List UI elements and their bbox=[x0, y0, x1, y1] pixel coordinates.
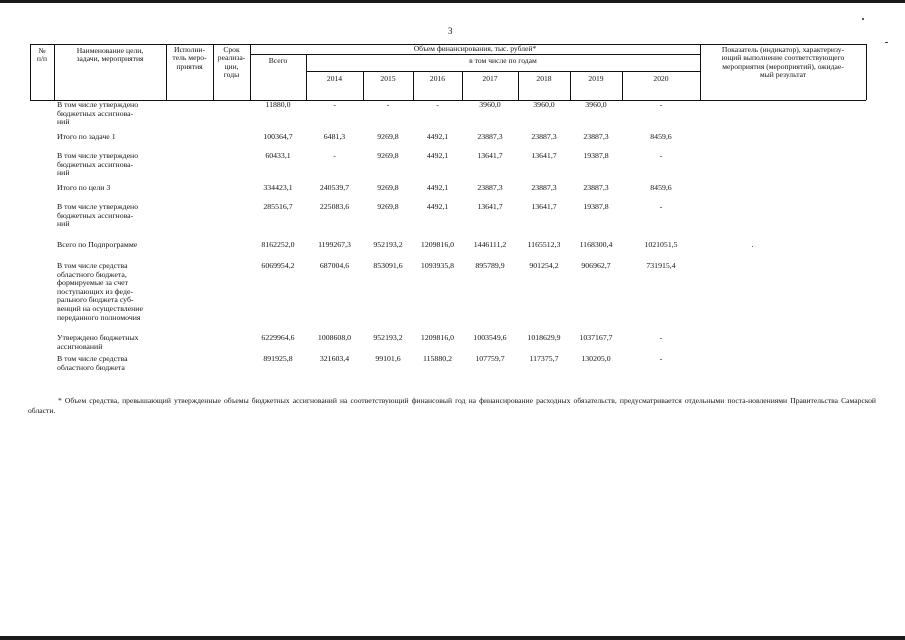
header-year-2014: 2014 bbox=[326, 74, 343, 83]
row-2019: 19387,8 bbox=[583, 202, 609, 211]
row-label: В том числе утверждено бюджетных ассигнова- ний bbox=[57, 100, 139, 127]
row-2015: 952193,2 bbox=[373, 240, 403, 249]
row-label: В том числе средства областного бюджета bbox=[57, 354, 128, 372]
row-2017: 23887,3 bbox=[477, 183, 503, 192]
scan-speck bbox=[862, 18, 864, 20]
row-2020: 1021051,5 bbox=[644, 240, 678, 249]
row-2018: 23887,3 bbox=[531, 183, 557, 192]
header-year-2017: 2017 bbox=[482, 74, 498, 83]
row-2015: 99101,6 bbox=[375, 354, 401, 363]
row-2015: 9269,8 bbox=[377, 202, 399, 211]
footnote: * Объем средства, превышающий утвержденные объемы бюджетных ассигнований на соответствующий финансовый год на финансирование расходных обязательств, предусматривается отдельными поста-новлениями Правительства Самарской области. bbox=[28, 396, 876, 415]
row-2014: - bbox=[333, 100, 336, 109]
row-total: 334423,1 bbox=[263, 183, 293, 192]
row-2017: 107759,7 bbox=[475, 354, 505, 363]
row-2020: - bbox=[659, 202, 663, 211]
row-2016: 4492,1 bbox=[426, 202, 449, 211]
row-2016: - bbox=[436, 100, 439, 109]
row-2017: 13641,7 bbox=[477, 202, 503, 211]
row-label: В том числе утверждено бюджетных ассигнова- ний bbox=[57, 202, 139, 229]
row-2015: 9269,8 bbox=[377, 151, 399, 160]
header-name: Наименование цели, задачи, мероприятия bbox=[76, 46, 144, 64]
row-2014: 240539,7 bbox=[319, 183, 350, 192]
row-2018: 1018629,9 bbox=[527, 333, 561, 342]
scan-speck bbox=[885, 42, 888, 43]
row-label: В том числе утверждено бюджетных ассигнова- ний bbox=[57, 151, 139, 178]
row-label: Утверждено бюджетных ассигнований bbox=[57, 333, 139, 351]
row-2016: 4492,1 bbox=[426, 183, 449, 192]
row-2015: 9269,8 bbox=[377, 183, 399, 192]
row-2016: 1209816,0 bbox=[420, 333, 455, 342]
row-label: Итого по цели 3 bbox=[57, 183, 111, 192]
row-2016: 4492,1 bbox=[426, 151, 449, 160]
row-2017: 23887,3 bbox=[477, 132, 503, 141]
row-2019: 3960,0 bbox=[585, 100, 607, 109]
row-total: 891925,8 bbox=[263, 354, 293, 363]
row-2018: 1165512,3 bbox=[527, 240, 561, 249]
row-2017: 895789,9 bbox=[475, 261, 505, 270]
row-2020: 8459,6 bbox=[650, 132, 672, 141]
row-2020: - bbox=[659, 151, 663, 160]
page-number: 3 bbox=[448, 26, 453, 36]
header-indicator: Показатель (индикатор), характеризу- ющий выполнение соответствующего мероприятия (мероприятий), ожидае- мый результат bbox=[721, 45, 845, 80]
row-2016: 115880,2 bbox=[423, 354, 452, 363]
row-total: 285516,7 bbox=[263, 202, 293, 211]
row-2018: 901254,2 bbox=[529, 261, 559, 270]
row-total: 11880,0 bbox=[265, 100, 291, 109]
row-2019: 19387,8 bbox=[583, 151, 609, 160]
row-label: Итого по задаче 1 bbox=[57, 132, 116, 141]
row-2015: - bbox=[386, 100, 390, 109]
row-2019: 1168300,4 bbox=[579, 240, 613, 249]
row-2020: 8459,6 bbox=[650, 183, 672, 192]
row-label: Всего по Подпрограмме bbox=[57, 240, 138, 249]
row-2015: 952193,2 bbox=[373, 333, 403, 342]
row-2017: 13641,7 bbox=[477, 151, 503, 160]
scan-speck bbox=[752, 246, 753, 247]
row-2018: 3960,0 bbox=[533, 100, 555, 109]
row-2020: 731915,4 bbox=[646, 261, 676, 270]
row-total: 6229964,6 bbox=[261, 333, 295, 342]
header-year-2016: 2016 bbox=[429, 74, 446, 83]
row-total: 8162252,0 bbox=[261, 240, 295, 249]
row-2014: 6481,3 bbox=[323, 132, 346, 141]
table-header bbox=[30, 44, 866, 100]
header-executor: Исполни- тель меро- приятия bbox=[172, 45, 207, 71]
row-2018: 13641,7 bbox=[531, 202, 557, 211]
row-2016: 1209816,0 bbox=[420, 240, 455, 249]
row-2020: - bbox=[659, 354, 663, 363]
row-2019: 906962,7 bbox=[581, 261, 611, 270]
header-total: Всего bbox=[268, 56, 288, 65]
row-total: 100364,7 bbox=[263, 132, 293, 141]
row-2014: - bbox=[333, 151, 336, 160]
row-2015: 9269,8 bbox=[377, 132, 399, 141]
row-2018: 13641,7 bbox=[531, 151, 557, 160]
row-2019: 130205,0 bbox=[581, 354, 611, 363]
row-2014: 1199267,3 bbox=[318, 240, 351, 249]
header-by-years: в том числе по годам bbox=[469, 56, 537, 65]
header-year-2019: 2019 bbox=[588, 74, 604, 83]
header-term: Срок реализа- ции, годы bbox=[217, 45, 246, 80]
row-2020: - bbox=[659, 333, 663, 342]
bottom-border bbox=[0, 636, 905, 640]
row-2018: 23887,3 bbox=[531, 132, 557, 141]
row-2020: - bbox=[659, 100, 663, 109]
header-num: № п/п bbox=[36, 46, 48, 64]
row-total: 60433,1 bbox=[265, 151, 291, 160]
header-year-2018: 2018 bbox=[536, 74, 552, 83]
row-2019: 23887,3 bbox=[583, 132, 609, 141]
row-2017: 1003549,6 bbox=[473, 333, 507, 342]
row-2017: 3960,0 bbox=[479, 100, 501, 109]
header-funding: Объем финансирования, тыс. рублей* bbox=[413, 44, 537, 53]
row-2019: 1037167,7 bbox=[579, 333, 613, 342]
row-2019: 23887,3 bbox=[583, 183, 609, 192]
header-year-2015: 2015 bbox=[380, 74, 396, 83]
row-2014: 1008608,0 bbox=[317, 333, 352, 342]
row-2016: 1093935,8 bbox=[420, 261, 455, 270]
row-2017: 1446111,2 bbox=[473, 240, 507, 249]
row-label: В том числе средства областного бюджета, формируемые за счет поступающих из феде- рального бюджета суб- венций на осуществление переданного полномочия bbox=[57, 261, 143, 322]
row-2014: 321603,4 bbox=[319, 354, 350, 363]
row-2015: 853091,6 bbox=[373, 261, 403, 270]
row-2014: 687004,6 bbox=[319, 261, 350, 270]
header-year-2020: 2020 bbox=[653, 74, 669, 83]
row-2018: 117375,7 bbox=[529, 354, 559, 363]
row-total: 6069954,2 bbox=[261, 261, 295, 270]
row-2014: 225083,6 bbox=[319, 202, 350, 211]
top-border bbox=[0, 0, 905, 3]
row-2016: 4492,1 bbox=[426, 132, 449, 141]
